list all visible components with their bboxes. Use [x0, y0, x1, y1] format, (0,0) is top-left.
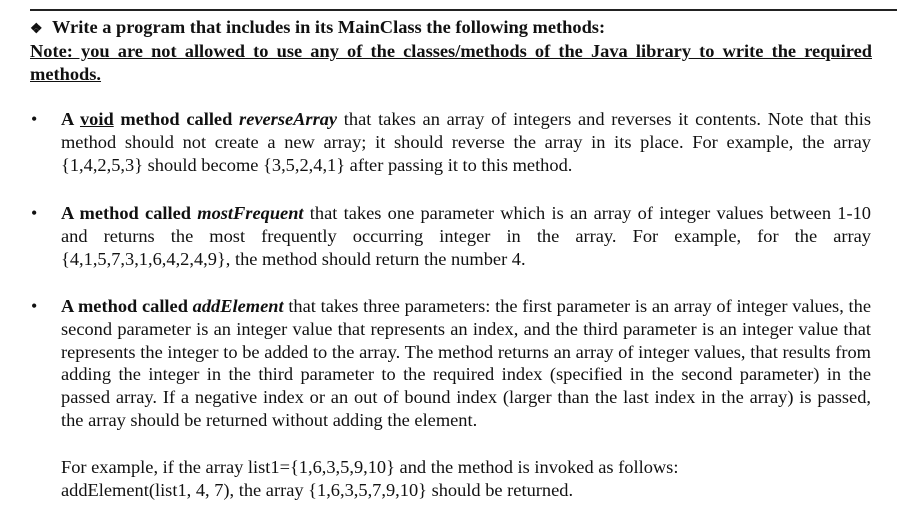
item-mid: method called: [113, 109, 240, 129]
item-lead: A: [61, 109, 80, 129]
item-description: that takes an array of integers and reverses it contents. Note that this method should not create a new array; it should reverse the array in its place. For example, the array {1,4,2,5,3} should become {3,5,2,4,1} after passing it to this method.: [61, 109, 871, 175]
note-text: Note: you are not allowed to use any of the classes/methods of the Java library to write the required methods.: [30, 41, 872, 84]
method-name: mostFrequent: [197, 203, 304, 223]
example-line-2: addElement(list1, 4, 7), the array {1,6,3,5,7,9,10} should be returned.: [61, 479, 574, 500]
method-item-most-frequent: [31, 202, 871, 270]
bullet-icon: •: [31, 203, 38, 223]
top-rule: [30, 9, 897, 11]
item-description: that takes one parameter which is an array of integer values between 1-10 and returns the most frequently occurring integer in the array. For example, for the array {4,1,5,7,3,1,6,4,2,4,9}, the method should return the number 4.: [61, 203, 871, 269]
method-name: addElement: [192, 296, 284, 316]
bullet-icon: •: [31, 109, 38, 129]
item-description: that takes three parameters: the first parameter is an array of integer values, the second parameter is an integer value that represents an index, and the third parameter is an integer value that represents the integer to be added to the array. The method returns an array of integer values, that results from adding the integer in the third parameter to the required index (specified in the second parameter) in the passed array. If a negative index or an out of bound index (larger than the last index in the array) is passed, the array should be returned without adding the element.: [61, 296, 871, 430]
void-keyword: void: [79, 109, 114, 129]
example-line-1: For example, if the array list1={1,6,3,5,9,10} and the method is invoked as follows:: [61, 457, 679, 477]
assignment-heading: [30, 15, 890, 42]
item-lead: A method called: [61, 296, 193, 316]
bullet-icon: •: [31, 296, 38, 316]
method-item-reverse-array: [31, 108, 871, 176]
diamond-bullet-icon: ❖: [30, 22, 43, 37]
method-item-add-element: [31, 295, 871, 432]
example-block: [61, 456, 871, 502]
method-name: reverseArray: [239, 109, 338, 129]
heading-text: Write a program that includes in its MainClass the following methods:: [52, 17, 606, 37]
item-lead: A method called: [61, 203, 198, 223]
